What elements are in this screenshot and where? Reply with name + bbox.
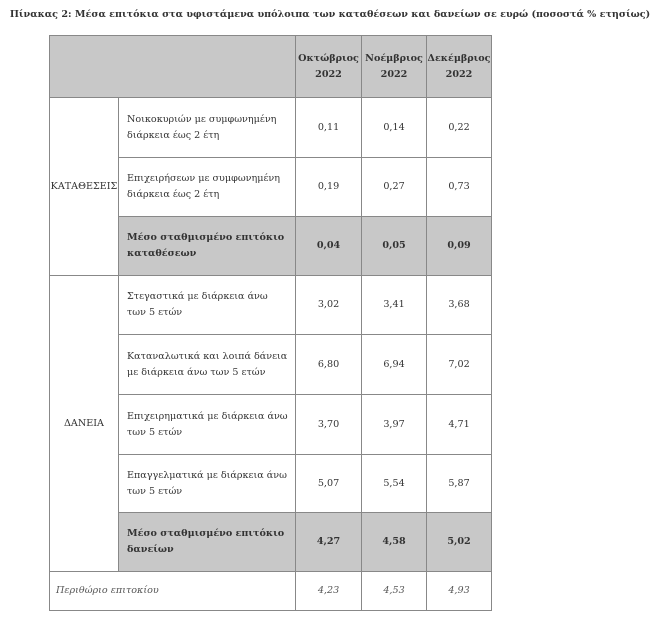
row-label: Μέσο σταθμισμένο επιτόκιο καταθέσεων [119,217,296,276]
value-cell: 5,07 [296,455,362,513]
value-cell: 3,41 [362,276,427,335]
row-label: Καταναλωτικά και λοιπά δάνεια με διάρκεια άνω των 5 ετών [119,335,296,395]
row-label: Επιχειρηματικά με διάρκεια άνω των 5 ετών [119,395,296,455]
column-header-november: Νοέμβριος 2022 [362,36,427,98]
value-cell: 6,80 [296,335,362,395]
value-cell: 0,73 [427,158,492,217]
value-cell: 4,71 [427,395,492,455]
value-cell: 0,04 [296,217,362,276]
row-label: Επιχειρήσεων με συμφωνημένη διάρκεια έως 2 έτη [119,158,296,217]
interest-rates-table [49,35,492,611]
value-cell: 5,54 [362,455,427,513]
value-cell: 0,27 [362,158,427,217]
header-row [50,36,492,98]
value-cell: 0,19 [296,158,362,217]
value-cell: 3,97 [362,395,427,455]
value-cell: 3,02 [296,276,362,335]
table-row [50,276,492,335]
value-cell: 0,09 [427,217,492,276]
category-loans: ΔΑΝΕΙΑ [50,276,119,572]
row-label: Νοικοκυριών με συμφωνημένη διάρκεια έως 2 έτη [119,98,296,158]
value-cell: 4,23 [296,572,362,611]
value-cell: 3,70 [296,395,362,455]
value-cell: 4,53 [362,572,427,611]
value-cell: 5,02 [427,513,492,572]
value-cell: 6,94 [362,335,427,395]
value-cell: 0,05 [362,217,427,276]
value-cell: 7,02 [427,335,492,395]
header-blank-cell [50,36,296,98]
value-cell: 0,14 [362,98,427,158]
value-cell: 5,87 [427,455,492,513]
column-header-october: Οκτώβριος 2022 [296,36,362,98]
table-title: Πίνακας 2: Μέσα επιτόκια στα υφιστάμενα υπόλοιπα των καταθέσεων και δανείων σε ευρώ (ποσοστά % ετησίως) [9,9,651,20]
row-label: Περιθώριο επιτοκίου [50,572,296,611]
row-label: Επαγγελματικά με διάρκεια άνω των 5 ετών [119,455,296,513]
row-label: Στεγαστικά με διάρκεια άνω των 5 ετών [119,276,296,335]
value-cell: 0,22 [427,98,492,158]
value-cell: 3,68 [427,276,492,335]
value-cell: 4,27 [296,513,362,572]
margin-row [50,572,492,611]
category-deposits: ΚΑΤΑΘΕΣΕΙΣ [50,98,119,276]
value-cell: 4,58 [362,513,427,572]
value-cell: 4,93 [427,572,492,611]
row-label: Μέσο σταθμισμένο επιτόκιο δανείων [119,513,296,572]
table-row [50,98,492,158]
column-header-december: Δεκέμβριος 2022 [427,36,492,98]
value-cell: 0,11 [296,98,362,158]
